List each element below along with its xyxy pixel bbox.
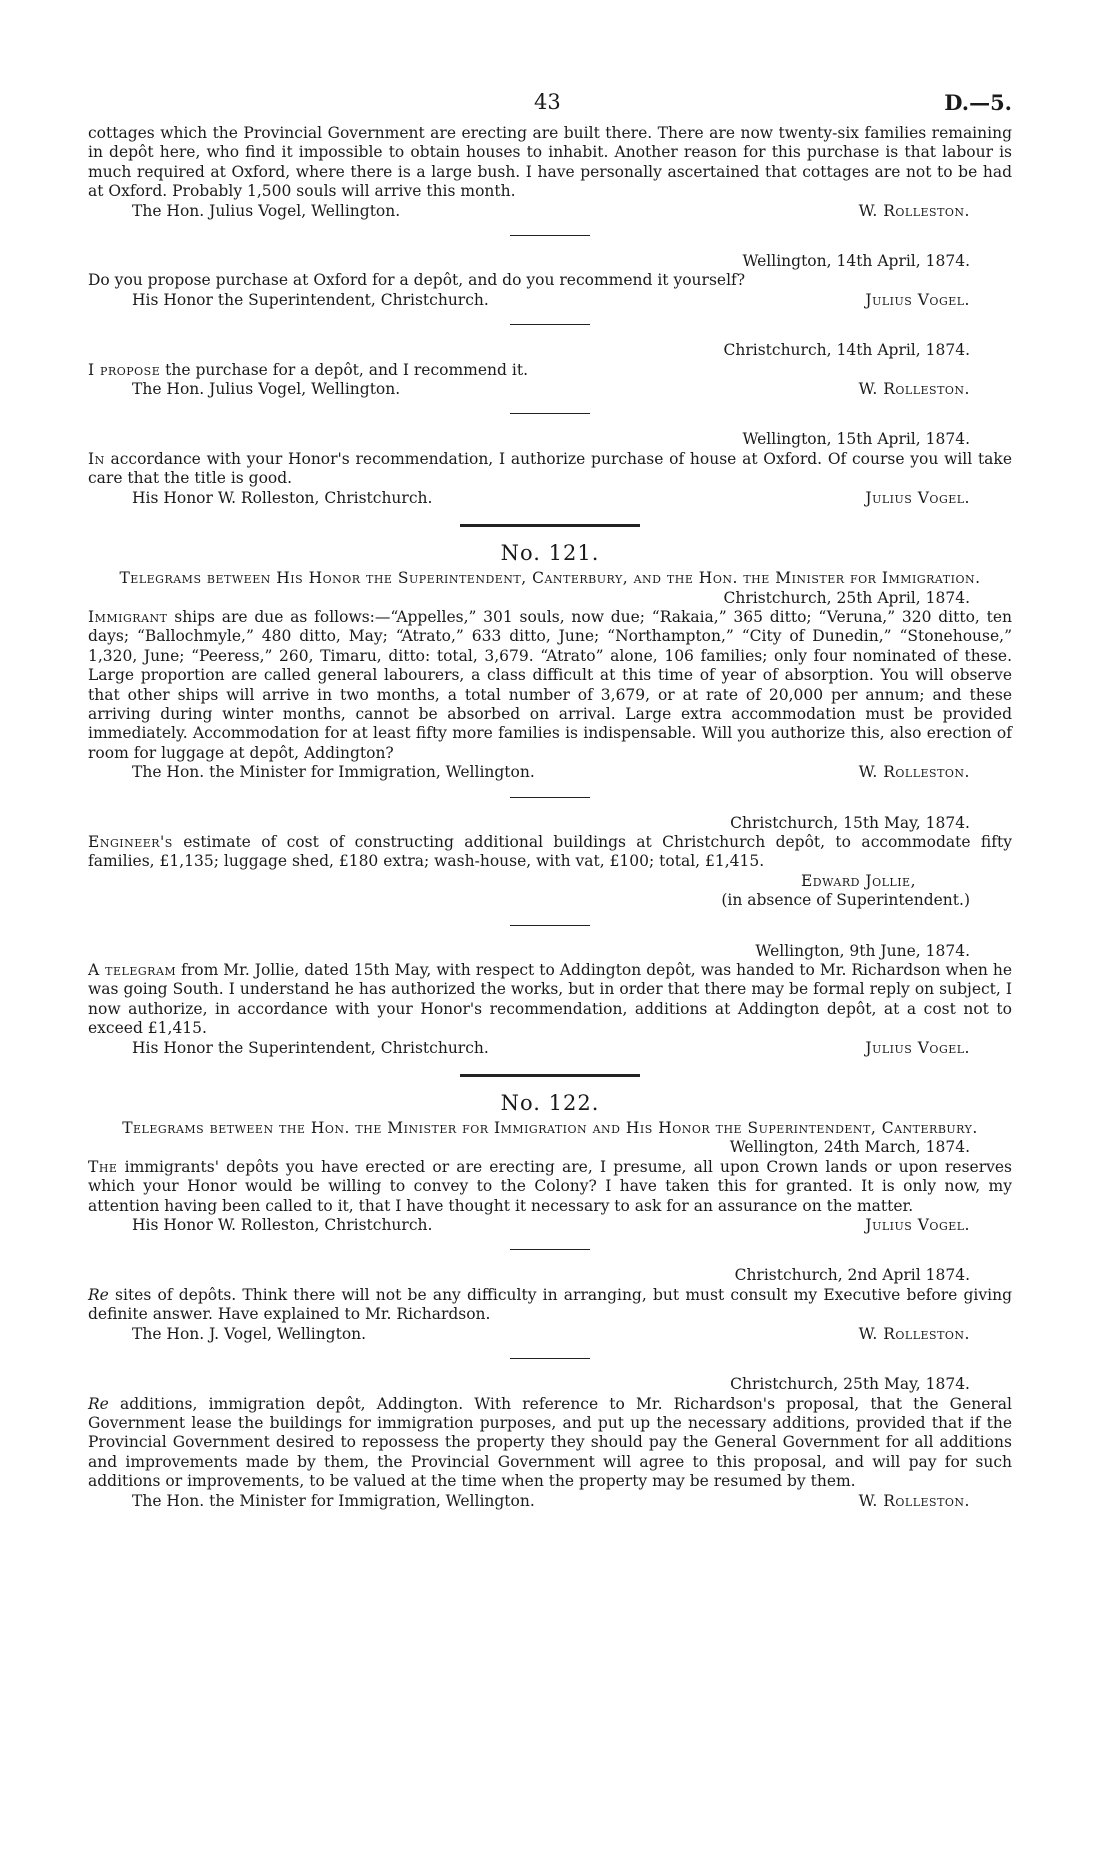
addressee: The Hon. J. Vogel, Wellington. [132,1324,367,1343]
telegram-text: Do you propose purchase at Oxford for a depôt, and do you recommend it yourself? [88,271,746,290]
section-heading: No. 122. [500,1091,600,1116]
telegram-address [88,1325,1012,1344]
telegram-text [88,833,1012,872]
section-caption: Telegrams between the Hon. the Minister for Immigration and His Honor the Superintendent, Canterbury. [122,1119,978,1138]
telegram-address [88,380,1012,399]
signature: Julius Vogel. [865,1216,970,1235]
section-divider [460,524,640,527]
page-number: 43 [534,90,561,114]
lead-word: Re [88,1394,109,1413]
telegram-address [88,202,1012,221]
lead-word: In [88,449,105,468]
telegram-place-date: Wellington, 24th March, 1874. [729,1138,970,1157]
lead-word: Engineer's [88,832,173,851]
document-body [88,124,1012,1511]
lead-word: A telegram [88,961,177,979]
signature: W. Rolleston. [858,380,970,399]
telegram-place-date: Christchurch, 2nd April 1874. [734,1266,970,1285]
telegram-place-date: Wellington, 14th April, 1874. [742,252,970,271]
telegram-place-date: Christchurch, 14th April, 1874. [723,341,970,360]
section-heading: No. 121. [500,541,600,566]
telegram-address [88,489,1012,508]
signature: W. Rolleston. [858,1491,970,1510]
text-body: additions, immigration depôt, Addington. With reference to Mr. Richardson's proposal, that the General Government lease the buildings for immigration purposes, and put up the necessary additions, provided that if the Provincial Government desired to repossess the property they should pay the General Government for all additions and improvements made by them, the Provincial Government will agree to this proposal, and will pay for such additions or improvements, to be valued at the time when the property may be resumed by them. [88,1394,1012,1491]
signature: W. Rolleston. [858,1324,970,1343]
signature-note: (in absence of Superintendent.) [721,891,970,910]
telegram-address [88,1039,1012,1058]
telegram-text [88,1395,1012,1492]
signature: Edward Jollie, [800,871,916,890]
telegram-text [88,608,1012,763]
addressee: The Hon. Julius Vogel, Wellington. [132,201,401,220]
telegram-place-date: Christchurch, 15th May, 1874. [730,813,970,832]
divider [510,797,590,798]
text-body: estimate of cost of constructing additional buildings at Christchurch depôt, to accommodate fifty families, £1,135; luggage shed, £180 extra; wash-house, with vat, £100; total, £1,415. [88,832,1012,871]
divider [510,235,590,236]
lead-word: Re [88,1285,109,1304]
addressee: His Honor W. Rolleston, Christchurch. [132,1216,433,1235]
text-body: from Mr. Jollie, dated 15th May, with respect to Addington depôt, was handed to Mr. Richardson when he was going South. I understand he has authorized the works, but in order that there may be formal reply on subject, I now authorize, in accordance with your Honor's recommendation, additions at Addington depôt, at a cost not to exceed £1,415. [88,961,1012,1038]
telegram-text: cottages which the Provincial Government are erecting are built there. There are now twenty-six families remaining in depôt here, who find it impossible to obtain houses to inhabit. Another reason for this purchase is that labour is much required at Oxford, where there is a large bush. I have personally ascertained that cottages are not to be had at Oxford. Probably 1,500 souls will arrive this month. [88,124,1012,201]
telegram-place-date: Wellington, 9th June, 1874. [755,941,970,960]
telegram-text [88,961,1012,1039]
divider [510,324,590,325]
section-divider [460,1074,640,1077]
telegram-address [88,1492,1012,1511]
lead-word: I propose [88,360,161,379]
document-reference: D.—5. [944,90,1012,115]
addressee: His Honor W. Rolleston, Christchurch. [132,488,433,507]
text-body: sites of depôts. Think there will not be any difficulty in arranging, but must consult my Executive before giving definite answer. Have explained to Mr. Richardson. [88,1285,1012,1324]
text-body: the purchase for a depôt, and I recommend it. [160,360,528,379]
signature: Julius Vogel. [865,1038,970,1057]
telegram-address [88,291,1012,310]
addressee: His Honor the Superintendent, Christchurch. [132,290,489,309]
document-page [88,0,1012,1510]
text-body: immigrants' depôts you have erected or are erecting are, I presume, all upon Crown lands or upon reserves which your Honor would be willing to convey to the Colony? I have taken this for granted. It is only now, my attention having been called to it, that I have thought it necessary to ask for an assurance on the matter. [88,1157,1012,1215]
telegram-address [88,763,1012,782]
signature: Julius Vogel. [865,488,970,507]
telegram-text [88,361,1012,380]
signature: W. Rolleston. [858,201,970,220]
divider [510,1249,590,1250]
text-body: accordance with your Honor's recommendation, I authorize purchase of house at Oxford. Of course you will take care that the title is good. [88,449,1012,488]
telegram-text [88,1158,1012,1216]
lead-word: Immigrant [88,607,168,626]
signature: Julius Vogel. [865,290,970,309]
lead-word: The [88,1157,118,1176]
addressee: His Honor the Superintendent, Christchurch. [132,1038,489,1057]
divider [510,413,590,414]
addressee: The Hon. the Minister for Immigration, Wellington. [132,763,535,782]
telegram-text [88,450,1012,489]
telegram-place-date: Christchurch, 25th April, 1874. [723,588,970,607]
addressee: The Hon. the Minister for Immigration, Wellington. [132,1491,535,1510]
telegram-place-date: Wellington, 15th April, 1874. [742,430,970,449]
signature: W. Rolleston. [858,763,970,782]
section-caption: Telegrams between His Honor the Superintendent, Canterbury, and the Hon. the Minister for Immigration. [119,569,981,588]
divider [510,1358,590,1359]
text-body: ships are due as follows:—“Appelles,” 301 souls, now due; “Rakaia,” 365 ditto; “Veruna,” 320 ditto, ten days; “Ballochmyle,” 480 ditto, May; “Atrato,” 633 ditto, June; “Northampton,” “City of Dunedin,” “Stonehouse,” 1,320, June; “Peeress,” 260, Timaru, ditto: total, 3,679. “Atrato” alone, 106 families; only four nominated of these. Large proportion are called general labourers, a class difficult at this time of year of absorption. You will observe that other ships will arrive in two months, a total number of 3,679, or at rate of 20,000 per annum; and these arriving during winter months, cannot be absorbed on arrival. Large extra accommodation must be provided immediately. Accommodation for at least fifty more families is indispensable. Will you authorize this, also erection of room for luggage at depôt, Addington? [88,607,1012,762]
telegram-address [88,1216,1012,1235]
addressee: The Hon. Julius Vogel, Wellington. [132,380,401,399]
telegram-place-date: Christchurch, 25th May, 1874. [730,1375,970,1394]
divider [510,925,590,926]
telegram-text [88,1286,1012,1325]
